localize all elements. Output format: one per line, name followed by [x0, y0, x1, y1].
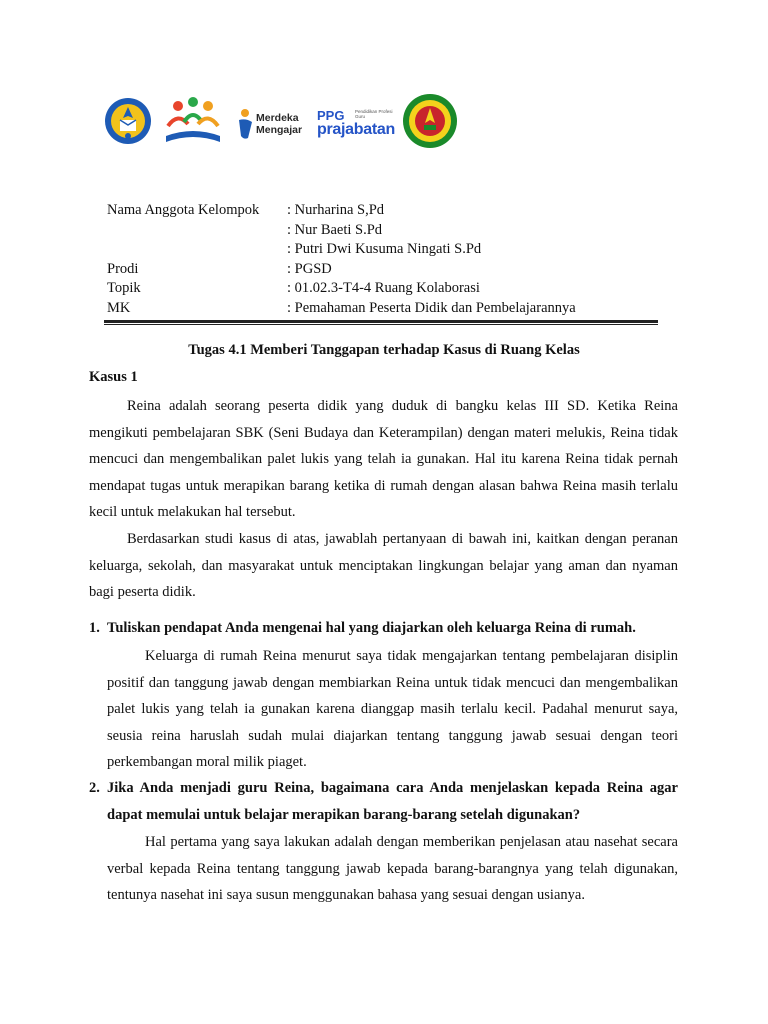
info-row-mk: MK : Pemahaman Peserta Didik dan Pembelajarannya	[107, 299, 576, 316]
group-info	[107, 201, 576, 318]
ppg-prajabatan-logo: PPG Pendidikan Profesi Guru prajabatan	[317, 108, 395, 138]
member-name: : Nur Baeti S.Pd	[287, 221, 383, 238]
tut-wuri-handayani-logo	[103, 96, 153, 146]
kemendikbud-reading-figures-logo	[162, 96, 224, 148]
document-title: Tugas 4.1 Memberi Tanggapan terhadap Kasus di Ruang Kelas	[188, 342, 580, 358]
answer-1: Keluarga di rumah Reina menurut saya tidak mengajarkan tentang pembelajaran disiplin positif dan tanggung jawab dengan membiarkan Reina untuk tidak mencuci dan mengembalikan palet lukis yang telah ia gunakan karena dianggap masih terlalu kecil. Padahal menurut saya, seusia reina haruslah sudah mulai diajarkan tentang tanggung jawab sesuai dengan teori perkembangan moral milik piaget.	[107, 648, 678, 770]
header-divider	[104, 320, 658, 323]
member-name: : Putri Dwi Kusuma Ningati S.Pd	[287, 241, 482, 257]
header-divider-thin	[104, 324, 658, 325]
merdeka-mengajar-logo	[234, 94, 314, 150]
case-paragraph: Reina adalah seorang peserta didik yang duduk di bangku kelas III SD. Ketika Reina mengikuti pembelajaran SBK (Seni Budaya dan Keterampilan) dengan materi melukis, Reina tidak mencuci dan mengembalikan palet lukis yang telah ia gunakan. Hal itu karena Reina tidak pernah mendapat tugas untuk merapikan barang ketika di rumah dengan alasan bahwa Reina masih terlalu kecil untuk melakukan hal tersebut.	[89, 398, 678, 520]
merdeka-mengajar-icon	[236, 108, 256, 142]
member-name: : Nurharina S,Pd	[287, 202, 385, 218]
logo-row	[100, 88, 480, 158]
case-heading: Kasus 1	[89, 369, 138, 385]
university-seal-logo	[402, 93, 458, 149]
instruction-paragraph: Berdasarkan studi kasus di atas, jawablah pertanyaan di bawah ini, kaitkan dengan peranan keluarga, sekolah, dan masyarakat untuk menciptakan lingkungan belajar yang aman dan nyaman bagi peserta didik.	[89, 531, 678, 600]
question-2: 2. Jika Anda menjadi guru Reina, bagaimana cara Anda menjelaskan kepada Reina agar dapat memulai untuk belajar merapikan barang-barang setelah digunakan?	[89, 780, 678, 823]
info-row-topik: Topik : 01.02.3-T4-4 Ruang Kolaborasi	[107, 280, 480, 296]
info-row-prodi: Prodi : PGSD	[107, 260, 332, 277]
merdeka-mengajar-text: Merdeka Mengajar	[256, 112, 303, 136]
question-1: 1. Tuliskan pendapat Anda mengenai hal yang diajarkan oleh keluarga Reina di rumah.	[89, 620, 636, 636]
answer-2: Hal pertama yang saya lakukan adalah dengan memberikan penjelasan atau nasehat secara verbal kepada Reina tentang tanggung jawab kepada barang-barangnya yang telah digunakan, tentunya nasehat ini saya susun menggunakan bahasa yang sesuai dengan usianya.	[107, 834, 678, 903]
info-row-members: Nama Anggota Kelompok : Nurharina S,Pd : Nur Baeti S.Pd : Putri Dwi Kusuma Ningati S.Pd	[107, 201, 576, 260]
